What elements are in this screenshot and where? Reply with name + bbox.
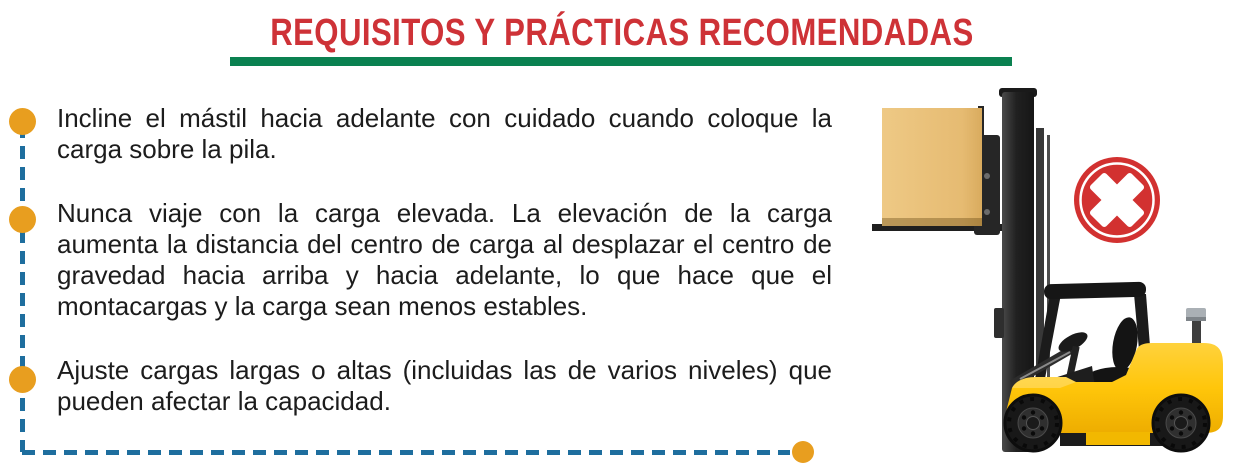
bullet-dot-icon bbox=[9, 366, 36, 393]
bullet-dot-icon bbox=[9, 108, 36, 135]
title-underline bbox=[230, 57, 1012, 66]
front-wheel bbox=[1005, 395, 1061, 451]
bullet-dot-icon bbox=[9, 206, 36, 233]
connector-end-dot-icon bbox=[792, 441, 814, 463]
forklift-illustration bbox=[860, 80, 1243, 468]
bullet-text: Ajuste cargas largas o altas (incluidas las de varios niveles) que pueden afectar la capacidad. bbox=[57, 355, 832, 416]
page-title bbox=[0, 12, 1243, 55]
rear-wheel bbox=[1153, 395, 1209, 451]
bullet-text: Nunca viaje con la carga elevada. La elevación de la carga aumenta la distancia del centro de carga al desplazar el centro de gravedad hacia arriba y hacia adelante, lo que hace que el montacargas y la carga sean menos estables. bbox=[57, 198, 832, 321]
bullet-text: Incline el mástil hacia adelante con cuidado cuando coloque la carga sobre la pila. bbox=[57, 103, 832, 164]
page-title-text: REQUISITOS Y PRÁCTICAS RECOMENDADAS bbox=[269, 12, 974, 54]
prohibited-x-icon bbox=[1074, 157, 1160, 243]
load-box bbox=[882, 108, 982, 226]
horizontal-dashed-connector bbox=[22, 450, 790, 455]
vertical-dashed-connector bbox=[20, 125, 25, 452]
